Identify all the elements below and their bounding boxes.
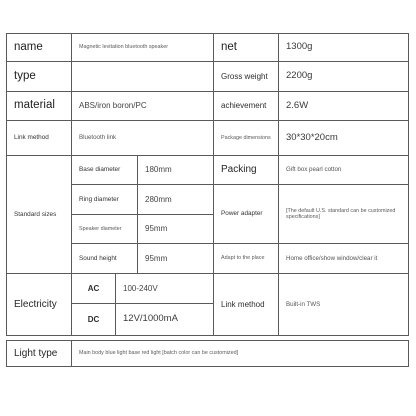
achievement-label: achievement bbox=[213, 91, 279, 121]
name-label: name bbox=[6, 33, 72, 62]
packing-label: Packing bbox=[213, 155, 279, 185]
adapt-place-label: Adapt to the place bbox=[213, 243, 279, 274]
size-row-value: 280mm bbox=[137, 184, 214, 215]
link-method-value: Bluetooth link bbox=[71, 120, 214, 156]
link-method-bottom-label: Link method bbox=[213, 273, 279, 336]
ac-value: 100-240V bbox=[115, 273, 214, 304]
gross-weight-label: Gross weight bbox=[213, 61, 279, 92]
link-method-bottom-value: Built-in TWS bbox=[278, 273, 409, 336]
light-type-value: Main body blue light base red light [batch color can be customized] bbox=[71, 340, 409, 367]
material-value: ABS/iron boron/PC bbox=[71, 91, 214, 121]
light-type-label: Light type bbox=[6, 340, 72, 367]
link-method-label: Link method bbox=[6, 120, 72, 156]
ac-label: AC bbox=[71, 273, 116, 304]
dc-label: DC bbox=[71, 303, 116, 336]
package-dimensions-label: Package dimensions bbox=[213, 120, 279, 156]
size-row-label: Ring diameter bbox=[71, 184, 138, 215]
electricity-label: Electricity bbox=[6, 273, 72, 336]
size-row-label: Speaker diameter bbox=[71, 214, 138, 244]
adapt-place-value: Home office/show window/clear it bbox=[278, 243, 409, 274]
size-row-label: Base diameter bbox=[71, 155, 138, 185]
material-label: material bbox=[6, 91, 72, 121]
achievement-value: 2.6W bbox=[278, 91, 409, 121]
size-row-value: 95mm bbox=[137, 214, 214, 244]
power-adapter-label: Power adapter bbox=[213, 184, 279, 244]
type-label: type bbox=[6, 61, 72, 92]
size-row-value: 180mm bbox=[137, 155, 214, 185]
net-label: net bbox=[213, 33, 279, 62]
size-row-label: Sound height bbox=[71, 243, 138, 274]
name-value: Magnetic levitation bluetooth speaker bbox=[71, 33, 214, 62]
type-value bbox=[71, 61, 214, 92]
size-row-value: 95mm bbox=[137, 243, 214, 274]
package-dimensions-value: 30*30*20cm bbox=[278, 120, 409, 156]
standard-sizes-label: Standard sizes bbox=[6, 155, 72, 274]
dc-value: 12V/1000mA bbox=[115, 303, 214, 336]
power-adapter-value: [The default U.S. standard can be customized specifications] bbox=[278, 184, 409, 244]
packing-value: Gift box pearl cotton bbox=[278, 155, 409, 185]
net-value: 1300g bbox=[278, 33, 409, 62]
gross-weight-value: 2200g bbox=[278, 61, 409, 92]
